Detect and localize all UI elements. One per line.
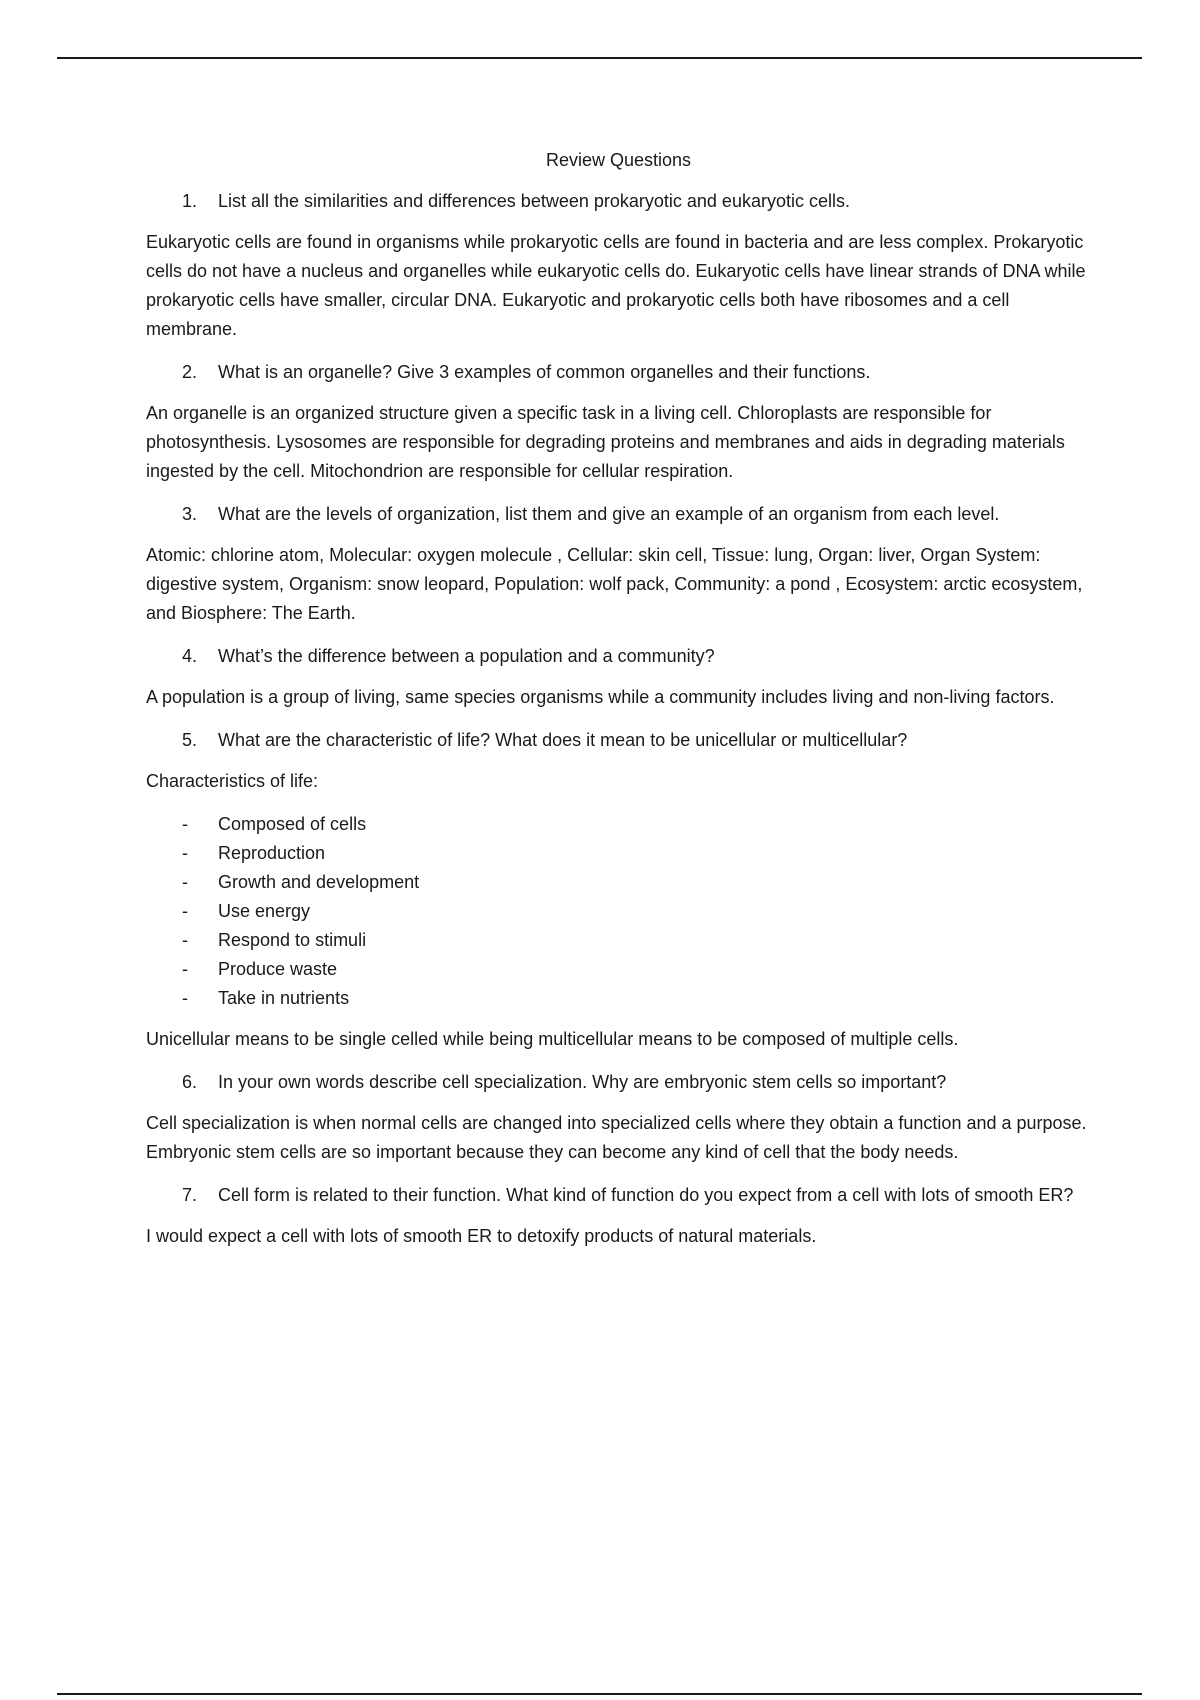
document-title: Review Questions xyxy=(545,150,692,170)
list-item-text: Use energy xyxy=(218,901,311,921)
question-2 xyxy=(146,358,1091,387)
list-marker: - xyxy=(182,814,188,834)
list-item-text: Composed of cells xyxy=(218,814,367,834)
list-item-text: Respond to stimuli xyxy=(218,930,367,950)
bottom-rule xyxy=(57,1693,1142,1695)
question-text: What are the characteristic of life? What does it mean to be unicellular or multicellular? xyxy=(218,730,908,750)
answer-2: An organelle is an organized structure given a specific task in a living cell. Chloroplasts are responsible for photosynthesis. Lysosomes are responsible for degrading proteins and membranes and aids in degrading materials ingested by the cell. Mitochondrion are responsible for cellular respiration. xyxy=(146,403,1065,481)
list-item xyxy=(146,926,1091,955)
question-3 xyxy=(146,500,1091,529)
list-item xyxy=(146,868,1091,897)
question-text: List all the similarities and differences between prokaryotic and eukaryotic cells. xyxy=(218,191,850,211)
question-number: 3. xyxy=(182,504,198,524)
question-1 xyxy=(146,187,1091,216)
list-marker: - xyxy=(182,959,188,979)
list-marker: - xyxy=(182,988,188,1008)
list-item-text: Reproduction xyxy=(218,843,326,863)
question-6 xyxy=(146,1068,1091,1097)
list-item-text: Take in nutrients xyxy=(218,988,350,1008)
question-number: 5. xyxy=(182,730,198,750)
question-number: 6. xyxy=(182,1072,198,1092)
question-text: What are the levels of organization, list them and give an example of an organism from each level. xyxy=(218,504,1000,524)
answer-4: A population is a group of living, same species organisms while a community includes living and non-living factors. xyxy=(146,687,1055,707)
answer-7: I would expect a cell with lots of smooth ER to detoxify products of natural materials. xyxy=(146,1226,817,1246)
list-marker: - xyxy=(182,901,188,921)
list-marker: - xyxy=(182,872,188,892)
list-item xyxy=(146,955,1091,984)
question-text: Cell form is related to their function. What kind of function do you expect from a cell with lots of smooth ER? xyxy=(218,1185,1074,1205)
list-item-text: Produce waste xyxy=(218,959,338,979)
question-number: 2. xyxy=(182,362,198,382)
question-number: 1. xyxy=(182,191,198,211)
answer-5-intro: Characteristics of life: xyxy=(146,771,319,791)
question-5 xyxy=(146,726,1091,755)
question-4 xyxy=(146,642,1091,671)
question-text: In your own words describe cell specialization. Why are embryonic stem cells so important? xyxy=(218,1072,947,1092)
list-marker: - xyxy=(182,843,188,863)
answer-1: Eukaryotic cells are found in organisms while prokaryotic cells are found in bacteria and are less complex. Prokaryotic cells do not have a nucleus and organelles while eukaryotic cells do. Eukaryotic cells have linear strands of DNA while prokaryotic cells have smaller, circular DNA. Eukaryotic and prokaryotic cells both have ribosomes and a cell membrane. xyxy=(146,232,1086,339)
list-item xyxy=(146,897,1091,926)
question-text: What’s the difference between a population and a community? xyxy=(218,646,715,666)
document-body xyxy=(146,146,1091,1265)
answer-3: Atomic: chlorine atom, Molecular: oxygen molecule , Cellular: skin cell, Tissue: lung, Organ: liver, Organ System: digestive system, Organism: snow leopard, Population: wolf pack, Community: a pond , Ecosystem: arctic ecosystem, and Biosphere: The Earth. xyxy=(146,545,1083,623)
list-marker: - xyxy=(182,930,188,950)
question-text: What is an organelle? Give 3 examples of common organelles and their functions. xyxy=(218,362,871,382)
characteristics-list xyxy=(146,810,1091,1013)
question-7 xyxy=(146,1181,1091,1210)
question-number: 4. xyxy=(182,646,198,666)
question-number: 7. xyxy=(182,1185,198,1205)
list-item xyxy=(146,984,1091,1013)
answer-5: Unicellular means to be single celled while being multicellular means to be composed of multiple cells. xyxy=(146,1029,959,1049)
answer-6: Cell specialization is when normal cells are changed into specialized cells where they obtain a function and a purpose. Embryonic stem cells are so important because they can become any kind of cell that the body needs. xyxy=(146,1113,1087,1162)
top-rule xyxy=(57,57,1142,59)
list-item xyxy=(146,810,1091,839)
list-item xyxy=(146,839,1091,868)
list-item-text: Growth and development xyxy=(218,872,420,892)
